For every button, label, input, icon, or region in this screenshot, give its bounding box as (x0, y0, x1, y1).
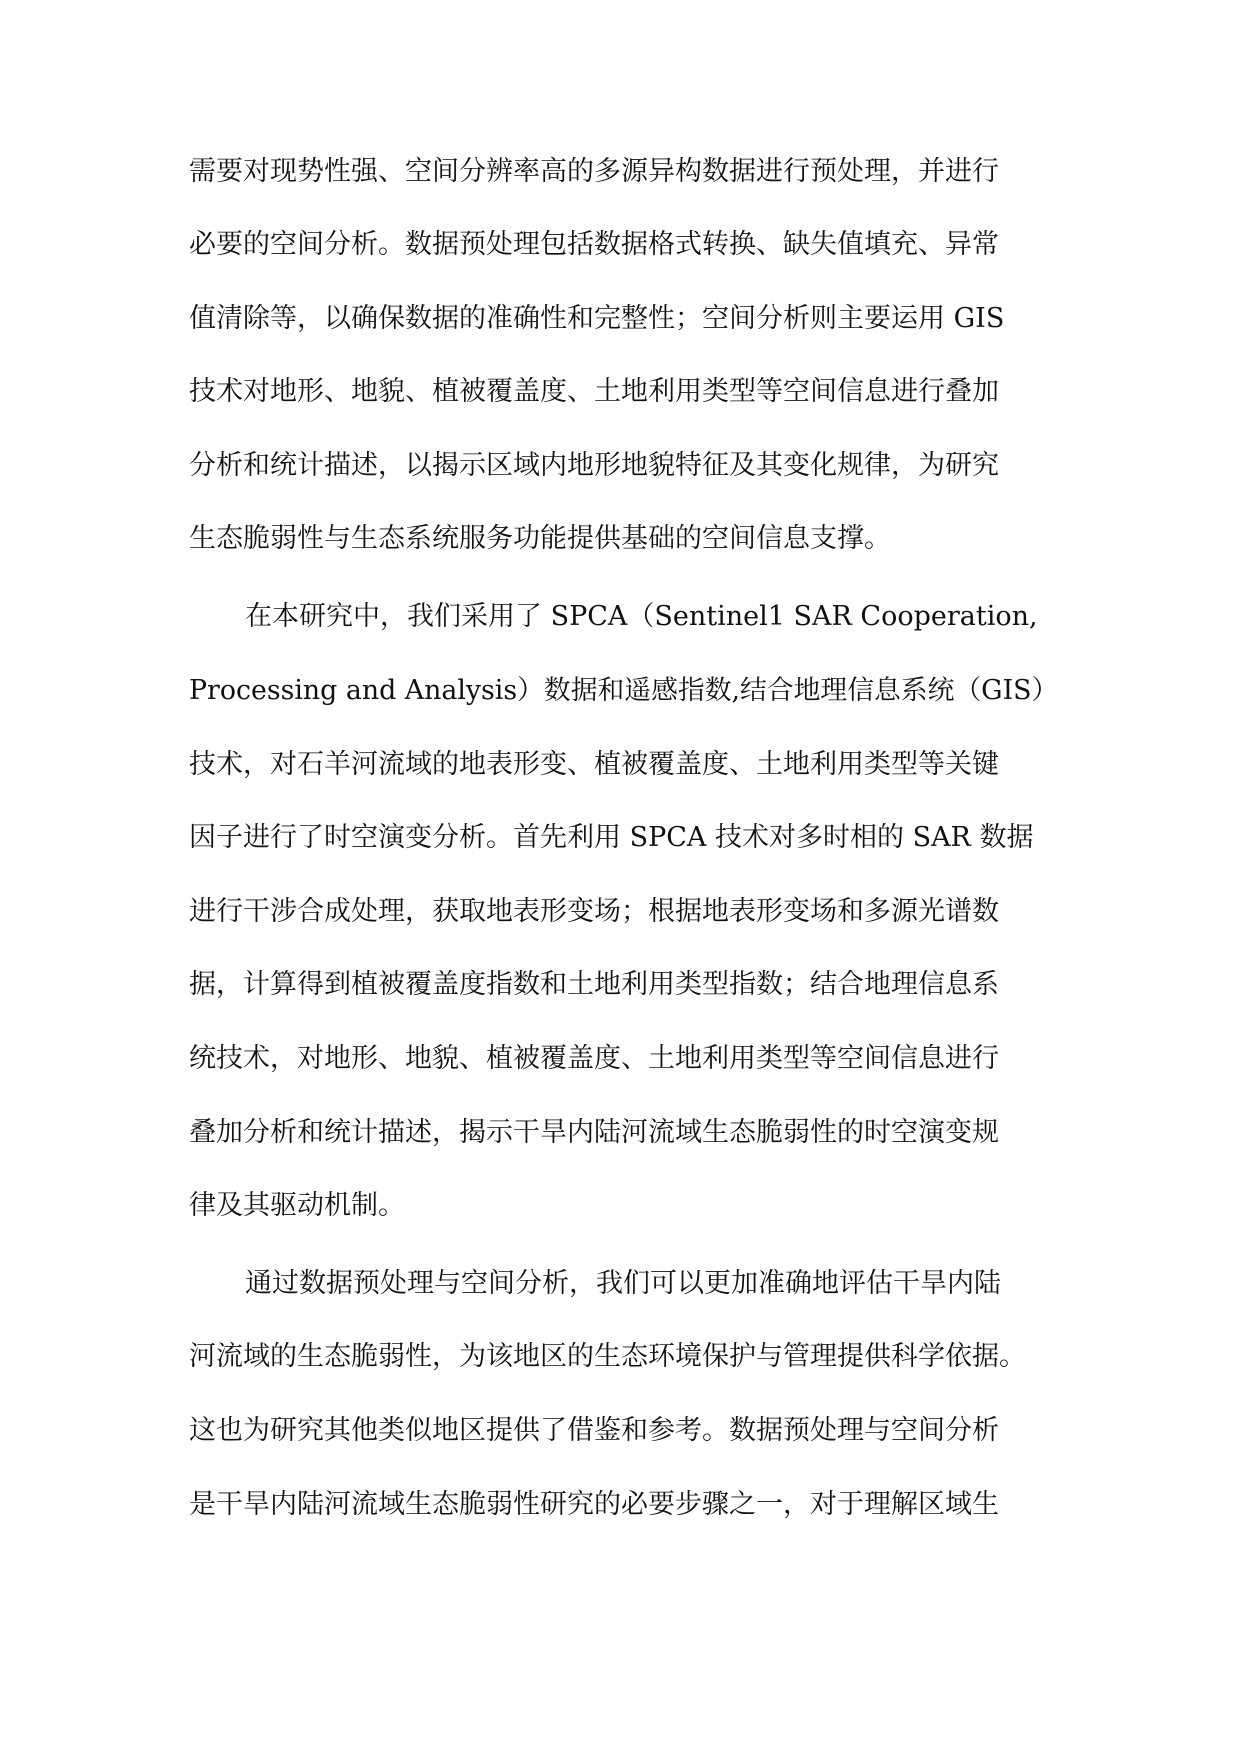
text-line: 技术，对石羊河流域的地表形变、植被覆盖度、土地利用类型等关键 (189, 749, 999, 780)
text-line: 技术对地形、地貌、植被覆盖度、土地利用类型等空间信息进行叠加 (189, 376, 999, 407)
text-line: 因子进行了时空演变分析。首先利用 SPCA 技术对多时相的 SAR 数据 (189, 822, 1034, 853)
text-line: 河流域的生态脆弱性，为该地区的生态环境保护与管理提供科学依据。 (189, 1341, 1026, 1372)
text-line: 分析和统计描述，以揭示区域内地形地貌特征及其变化规律，为研究 (189, 450, 999, 481)
text-line: 据，计算得到植被覆盖度指数和土地利用类型指数；结合地理信息系 (189, 969, 999, 1000)
text-line: 值清除等，以确保数据的准确性和完整性；空间分析则主要运用 GIS (189, 303, 1005, 334)
text-line: Processing and Analysis）数据和遥感指数,结合地理信息系统（GIS） (189, 675, 1059, 706)
paragraph-first-line: 在本研究中，我们采用了 SPCA（Sentinel1 SAR Cooperation, (245, 601, 1038, 632)
text-line: 是干旱内陆河流域生态脆弱性研究的必要步骤之一，对于理解区域生 (189, 1489, 999, 1520)
text-line: 叠加分析和统计描述，揭示干旱内陆河流域生态脆弱性的时空演变规 (189, 1117, 999, 1148)
text-line: 必要的空间分析。数据预处理包括数据格式转换、缺失值填充、异常 (189, 229, 999, 260)
text-line: 生态脆弱性与生态系统服务功能提供基础的空间信息支撑。 (189, 523, 891, 554)
text-line: 需要对现势性强、空间分辨率高的多源异构数据进行预处理，并进行 (189, 156, 999, 187)
text-line: 进行干涉合成处理，获取地表形变场；根据地表形变场和多源光谱数 (189, 896, 999, 927)
paragraph-first-line: 通过数据预处理与空间分析，我们可以更加准确地评估干旱内陆 (245, 1268, 1001, 1299)
text-line: 统技术，对地形、地貌、植被覆盖度、土地利用类型等空间信息进行 (189, 1043, 999, 1074)
text-line: 这也为研究其他类似地区提供了借鉴和参考。数据预处理与空间分析 (189, 1415, 999, 1446)
text-line: 律及其驱动机制。 (189, 1190, 405, 1221)
